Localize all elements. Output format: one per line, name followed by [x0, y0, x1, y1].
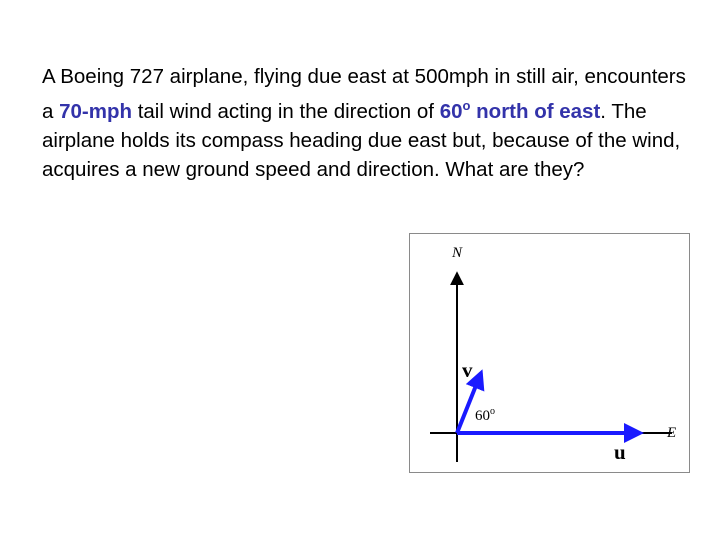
angle-degree-symbol: o [490, 406, 495, 417]
north-label: N [452, 245, 463, 261]
wind-direction-value: 60 [439, 99, 463, 123]
problem-statement [42, 62, 692, 184]
wind-speed-highlight: 70-mph [59, 99, 133, 123]
degree-symbol: o [462, 98, 471, 113]
problem-text-part1: A Boeing 727 airplane, flying due east at 500mph in still air, encounters a [42, 65, 686, 123]
angle-label [475, 406, 495, 425]
angle-value: 60 [475, 408, 490, 424]
wind-direction-highlight [440, 100, 601, 123]
problem-text-part2: tail wind acting in the direction of [132, 99, 440, 123]
wind-vector-label: v [462, 358, 473, 382]
problem-text-part3: . The airplane holds its compass heading due east but, because of the wind, acquires a new ground speed and direction. What are they? [42, 99, 681, 181]
east-label: E [667, 425, 677, 441]
plane-vector-label: u [614, 440, 626, 464]
vector-diagram-canvas [410, 234, 691, 474]
wind-direction-rest: north of east [470, 99, 601, 123]
vector-diagram [409, 233, 690, 473]
